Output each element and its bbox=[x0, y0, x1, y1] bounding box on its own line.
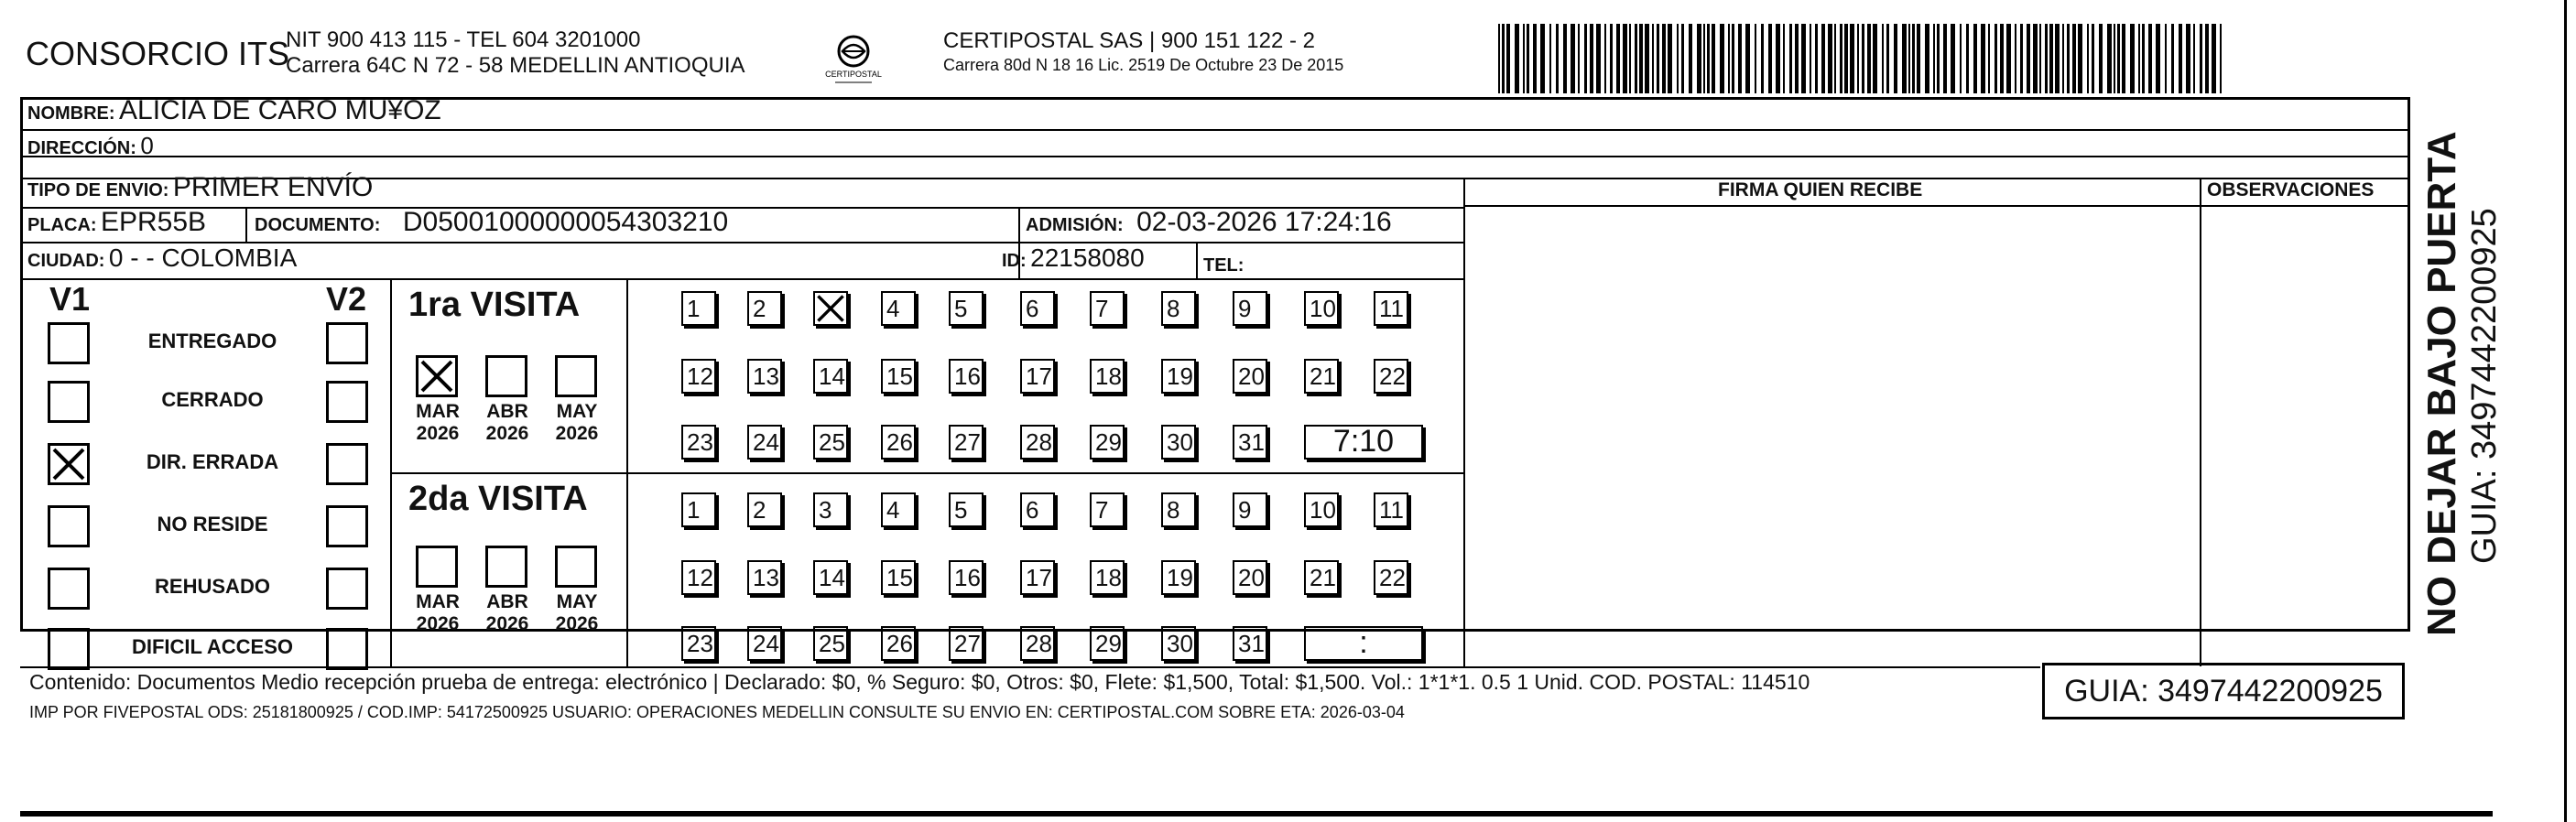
visit2-day-box[interactable]: 21 bbox=[1304, 560, 1339, 595]
visit2-month-label: ABR 2026 bbox=[485, 591, 529, 634]
visit2-day-box[interactable]: 5 bbox=[949, 492, 984, 527]
visit1-day-box[interactable]: 28 bbox=[1020, 425, 1055, 460]
visit1-day-box[interactable]: 14 bbox=[813, 359, 848, 394]
status-v2-checkbox-2[interactable] bbox=[326, 381, 368, 423]
ciudad-value: 0 - - COLOMBIA bbox=[108, 243, 298, 272]
visit1-day-box[interactable]: 9 bbox=[1233, 291, 1267, 326]
visit2-day-box[interactable]: 29 bbox=[1090, 626, 1125, 661]
visit2-month-checkbox-abr[interactable] bbox=[485, 546, 527, 588]
certipostal-info bbox=[943, 29, 1343, 77]
tipo-label: TIPO DE ENVIO: bbox=[27, 180, 169, 200]
direccion-row bbox=[27, 132, 154, 160]
status-label: DIR. ERRADA bbox=[146, 450, 279, 473]
admision-row bbox=[1026, 207, 1392, 238]
visit2-day-box[interactable]: 4 bbox=[881, 492, 916, 527]
imp-line: IMP POR FIVEPOSTAL ODS: 25181800925 / COD.IMP: 54172500925 USUARIO: OPERACIONES MEDELLIN CONSULTE SU ENVIO EN: CERTIPOSTAL.COM SOBRE ETA: 2026-03-04 bbox=[29, 703, 1405, 721]
status-v2-checkbox-6[interactable] bbox=[326, 628, 368, 670]
id-row bbox=[1002, 243, 1145, 273]
certipostal-logo-icon bbox=[822, 33, 885, 90]
visit2-day-box[interactable]: 14 bbox=[813, 560, 848, 595]
visit1-day-box[interactable]: 1 bbox=[681, 291, 716, 326]
v1-label: V1 bbox=[49, 280, 91, 318]
visit2-day-box[interactable]: 18 bbox=[1090, 560, 1125, 595]
visit2-month-label: MAR 2026 bbox=[416, 591, 460, 634]
visit2-month-checkbox-mar[interactable] bbox=[416, 546, 458, 588]
status-v1-checkbox-4[interactable] bbox=[48, 505, 90, 547]
company-info bbox=[286, 27, 745, 79]
visit2-day-box[interactable]: 28 bbox=[1020, 626, 1055, 661]
id-value: 22158080 bbox=[1030, 243, 1145, 272]
visit2-month-checkbox-may[interactable] bbox=[555, 546, 597, 588]
status-v2-checkbox-1[interactable] bbox=[326, 322, 368, 364]
visit2-day-box[interactable]: 3 bbox=[813, 492, 848, 527]
visit2-day-box[interactable]: 26 bbox=[881, 626, 916, 661]
visit2-day-box[interactable]: 22 bbox=[1374, 560, 1408, 595]
placa-label: PLACA: bbox=[27, 215, 97, 235]
nombre-row bbox=[27, 95, 441, 126]
contenido-line: Contenido: Documentos Medio recepción prueba de entrega: electrónico | Declarado: $0, % Seguro: $0, Otros: $0, Flete: $1,500, Total: $1,500. Vol.: 1*1*1. 0.5 1 Unid. COD. POSTAL: 114510 bbox=[29, 670, 1810, 694]
visit2-day-box[interactable]: 20 bbox=[1233, 560, 1267, 595]
visit1-day-box[interactable]: 11 bbox=[1374, 291, 1408, 326]
visit1-day-box[interactable]: 30 bbox=[1161, 425, 1196, 460]
address-line: Carrera 64C N 72 - 58 MEDELLIN ANTIOQUIA bbox=[286, 53, 745, 78]
cert-address: Carrera 80d N 18 16 Lic. 2519 De Octubre 23 De 2015 bbox=[943, 56, 1344, 74]
tel-label: TEL: bbox=[1203, 255, 1245, 276]
barcode bbox=[1498, 24, 2227, 93]
status-v2-checkbox-5[interactable] bbox=[326, 568, 368, 610]
logo-text: CERTIPOSTAL bbox=[825, 70, 882, 79]
visit1-day-box[interactable]: 18 bbox=[1090, 359, 1125, 394]
visit1-day-box[interactable]: 2 bbox=[747, 291, 782, 326]
visit1-day-box[interactable]: 22 bbox=[1374, 359, 1408, 394]
status-label: DIFICIL ACCESO bbox=[131, 635, 293, 658]
visit1-day-box[interactable]: 6 bbox=[1020, 291, 1055, 326]
id-label: ID: bbox=[1002, 251, 1027, 271]
visit1-title: 1ra VISITA bbox=[408, 286, 581, 324]
status-label: ENTREGADO bbox=[147, 330, 277, 352]
visit1-day-box[interactable]: 4 bbox=[881, 291, 916, 326]
visit2-day-box[interactable]: 25 bbox=[813, 626, 848, 661]
visit2-month-label: MAY 2026 bbox=[555, 591, 599, 634]
tipo-row bbox=[27, 172, 373, 203]
visit1-day-box[interactable]: 19 bbox=[1161, 359, 1196, 394]
status-v2-checkbox-4[interactable] bbox=[326, 505, 368, 547]
firma-label: FIRMA QUIEN RECIBE bbox=[1718, 179, 1923, 200]
tel-row bbox=[1203, 247, 1244, 278]
visit1-day-box[interactable]: 17 bbox=[1020, 359, 1055, 394]
visit1-day-box[interactable]: 29 bbox=[1090, 425, 1125, 460]
visit2-day-box[interactable]: 6 bbox=[1020, 492, 1055, 527]
visit2-day-box[interactable]: 30 bbox=[1161, 626, 1196, 661]
visit1-day-box[interactable]: 8 bbox=[1161, 291, 1196, 326]
visit1-day-box[interactable]: 15 bbox=[881, 359, 916, 394]
visit1-month-label: MAR 2026 bbox=[416, 401, 460, 444]
visit1-day-box[interactable]: 12 bbox=[681, 359, 716, 394]
status-v1-checkbox-1[interactable] bbox=[48, 322, 90, 364]
status-v1-checkbox-6[interactable] bbox=[48, 628, 90, 670]
guia-box: GUIA: 3497442200925 bbox=[2042, 663, 2405, 719]
placa-value: EPR55B bbox=[101, 207, 207, 237]
company-name: CONSORCIO ITS bbox=[26, 35, 290, 72]
visit2-day-box[interactable]: 13 bbox=[747, 560, 782, 595]
visit2-day-box[interactable]: 19 bbox=[1161, 560, 1196, 595]
visit1-day-box[interactable]: 23 bbox=[681, 425, 716, 460]
documento-value: D05001000000054303210 bbox=[402, 207, 729, 237]
visit1-day-box[interactable]: 21 bbox=[1304, 359, 1339, 394]
visit2-day-box[interactable]: 9 bbox=[1233, 492, 1267, 527]
status-label: REHUSADO bbox=[155, 575, 270, 598]
bottom-border bbox=[20, 811, 2493, 817]
documento-row bbox=[255, 207, 728, 238]
visit2-title: 2da VISITA bbox=[408, 480, 588, 518]
visit1-day-box[interactable]: 25 bbox=[813, 425, 848, 460]
direccion-label: DIRECCIÓN: bbox=[27, 138, 136, 158]
visit1-month-label: MAY 2026 bbox=[555, 401, 599, 444]
visit2-day-box[interactable]: 17 bbox=[1020, 560, 1055, 595]
visit2-day-box[interactable]: 15 bbox=[881, 560, 916, 595]
status-v1-checkbox-5[interactable] bbox=[48, 568, 90, 610]
visit1-day-box[interactable]: 20 bbox=[1233, 359, 1267, 394]
visit2-day-box[interactable]: 7 bbox=[1090, 492, 1125, 527]
visit1-month-checkbox-may[interactable] bbox=[555, 355, 597, 397]
nombre-value: ALICIA DE CARO MU¥OZ bbox=[119, 95, 441, 125]
visit1-month-checkbox-abr[interactable] bbox=[485, 355, 527, 397]
visit1-day-box[interactable]: 10 bbox=[1304, 291, 1339, 326]
visit2-day-box[interactable]: 8 bbox=[1161, 492, 1196, 527]
admision-value: 02-03-2026 17:24:16 bbox=[1136, 207, 1392, 237]
v2-label: V2 bbox=[326, 280, 367, 318]
status-v2-checkbox-3[interactable] bbox=[326, 443, 368, 485]
visit1-day-box[interactable]: 13 bbox=[747, 359, 782, 394]
visit1-day-box[interactable]: 27 bbox=[949, 425, 984, 460]
visit2-day-box[interactable]: 2 bbox=[747, 492, 782, 527]
visit2-day-box[interactable]: 31 bbox=[1233, 626, 1267, 661]
status-label: NO RESIDE bbox=[157, 513, 268, 535]
no-dejar-text: NO DEJAR BAJO PUERTA bbox=[2419, 131, 2464, 636]
visit1-day-box[interactable]: 26 bbox=[881, 425, 916, 460]
visit1-time-field[interactable]: 7:10 bbox=[1304, 425, 1423, 460]
cert-line: CERTIPOSTAL SAS | 900 151 122 - 2 bbox=[943, 28, 1315, 53]
visit1-day-box[interactable]: 7 bbox=[1090, 291, 1125, 326]
observaciones-label: OBSERVACIONES bbox=[2207, 179, 2375, 200]
ciudad-row bbox=[27, 243, 297, 273]
tipo-value: PRIMER ENVÍO bbox=[172, 172, 374, 202]
visit2-day-box[interactable]: 10 bbox=[1304, 492, 1339, 527]
documento-label: DOCUMENTO: bbox=[255, 215, 381, 235]
visit1-day-box[interactable]: 31 bbox=[1233, 425, 1267, 460]
status-v1-checkbox-2[interactable] bbox=[48, 381, 90, 423]
ciudad-label: CIUDAD: bbox=[27, 251, 105, 271]
nit-line: NIT 900 413 115 - TEL 604 3201000 bbox=[286, 27, 641, 52]
visit2-day-box[interactable]: 16 bbox=[949, 560, 984, 595]
visit2-day-box[interactable]: 24 bbox=[747, 626, 782, 661]
visit1-month-label: ABR 2026 bbox=[485, 401, 529, 444]
placa-row bbox=[27, 207, 206, 238]
right-border bbox=[2564, 0, 2567, 822]
visit2-day-box[interactable]: 12 bbox=[681, 560, 716, 595]
visit1-day-box-checked[interactable] bbox=[813, 291, 848, 326]
visit2-day-box[interactable]: 23 bbox=[681, 626, 716, 661]
status-v1-checkbox-checked[interactable] bbox=[48, 443, 90, 485]
visit2-day-box[interactable]: 11 bbox=[1374, 492, 1408, 527]
visit1-day-box[interactable]: 24 bbox=[747, 425, 782, 460]
visit1-day-box[interactable]: 5 bbox=[949, 291, 984, 326]
direccion-value: 0 bbox=[140, 132, 154, 159]
visit2-day-box[interactable]: 1 bbox=[681, 492, 716, 527]
nombre-label: NOMBRE: bbox=[27, 103, 115, 124]
admision-label: ADMISIÓN: bbox=[1026, 215, 1124, 235]
side-guia-text: GUIA: 3497442200925 bbox=[2465, 208, 2504, 564]
status-label: CERRADO bbox=[161, 388, 264, 411]
visit1-day-box[interactable]: 16 bbox=[949, 359, 984, 394]
visit2-time-field[interactable]: : bbox=[1304, 626, 1423, 661]
visit2-day-box[interactable]: 27 bbox=[949, 626, 984, 661]
visit1-month-checkbox-mar[interactable] bbox=[416, 355, 458, 397]
